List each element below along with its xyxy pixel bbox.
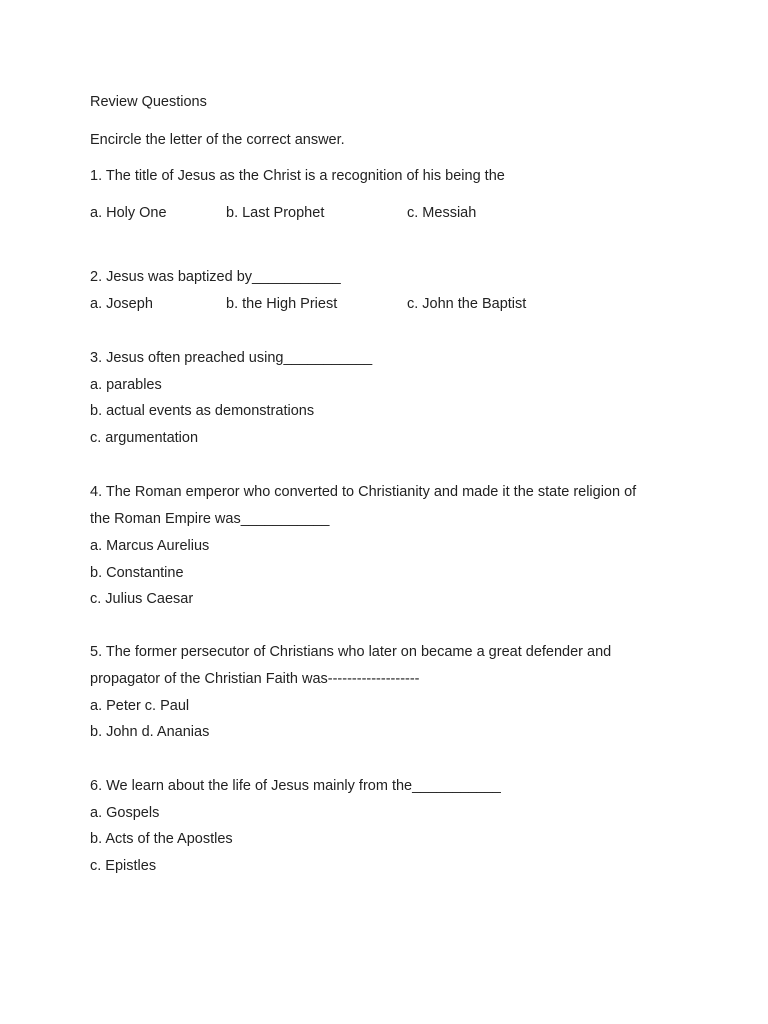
answer-option-b: b. Constantine — [90, 565, 184, 581]
answer-option-c: c. John the Baptist — [407, 296, 527, 312]
answer-option-a: a. Marcus Aurelius — [90, 538, 210, 554]
answer-option-b: b. actual events as demonstrations — [90, 403, 315, 419]
answer-option-b: b. Last Prophet — [226, 205, 325, 221]
question-text: 6. We learn about the life of Jesus mainly from the___________ — [90, 778, 501, 794]
answer-option-a: a. Gospels — [90, 805, 160, 821]
answer-options-row-2: b. John d. Ananias — [90, 724, 210, 740]
question-text-continued: the Roman Empire was___________ — [90, 511, 330, 527]
instructions: Encircle the letter of the correct answer. — [90, 132, 345, 148]
answer-option-c: c. argumentation — [90, 430, 199, 446]
question-text: 3. Jesus often preached using___________ — [90, 350, 373, 366]
question-text-continued: propagator of the Christian Faith was------------------- — [90, 671, 420, 687]
answer-option-c: c. Epistles — [90, 858, 157, 874]
question-text: 2. Jesus was baptized by___________ — [90, 269, 341, 285]
answer-option-c: c. Julius Caesar — [90, 591, 194, 607]
question-text: 4. The Roman emperor who converted to Christianity and made it the state religion of — [90, 484, 637, 500]
answer-option-a: a. parables — [90, 377, 162, 393]
answer-option-a: a. Joseph — [90, 296, 153, 312]
answer-option-a: a. Holy One — [90, 205, 167, 221]
answer-option-c: c. Messiah — [407, 205, 477, 221]
question-text: 1. The title of Jesus as the Christ is a recognition of his being the — [90, 168, 505, 184]
page-title: Review Questions — [90, 94, 207, 110]
answer-option-b: b. Acts of the Apostles — [90, 831, 233, 847]
answer-options-row-1: a. Peter c. Paul — [90, 698, 190, 714]
question-text: 5. The former persecutor of Christians who later on became a great defender and — [90, 644, 612, 660]
answer-option-b: b. the High Priest — [226, 296, 338, 312]
